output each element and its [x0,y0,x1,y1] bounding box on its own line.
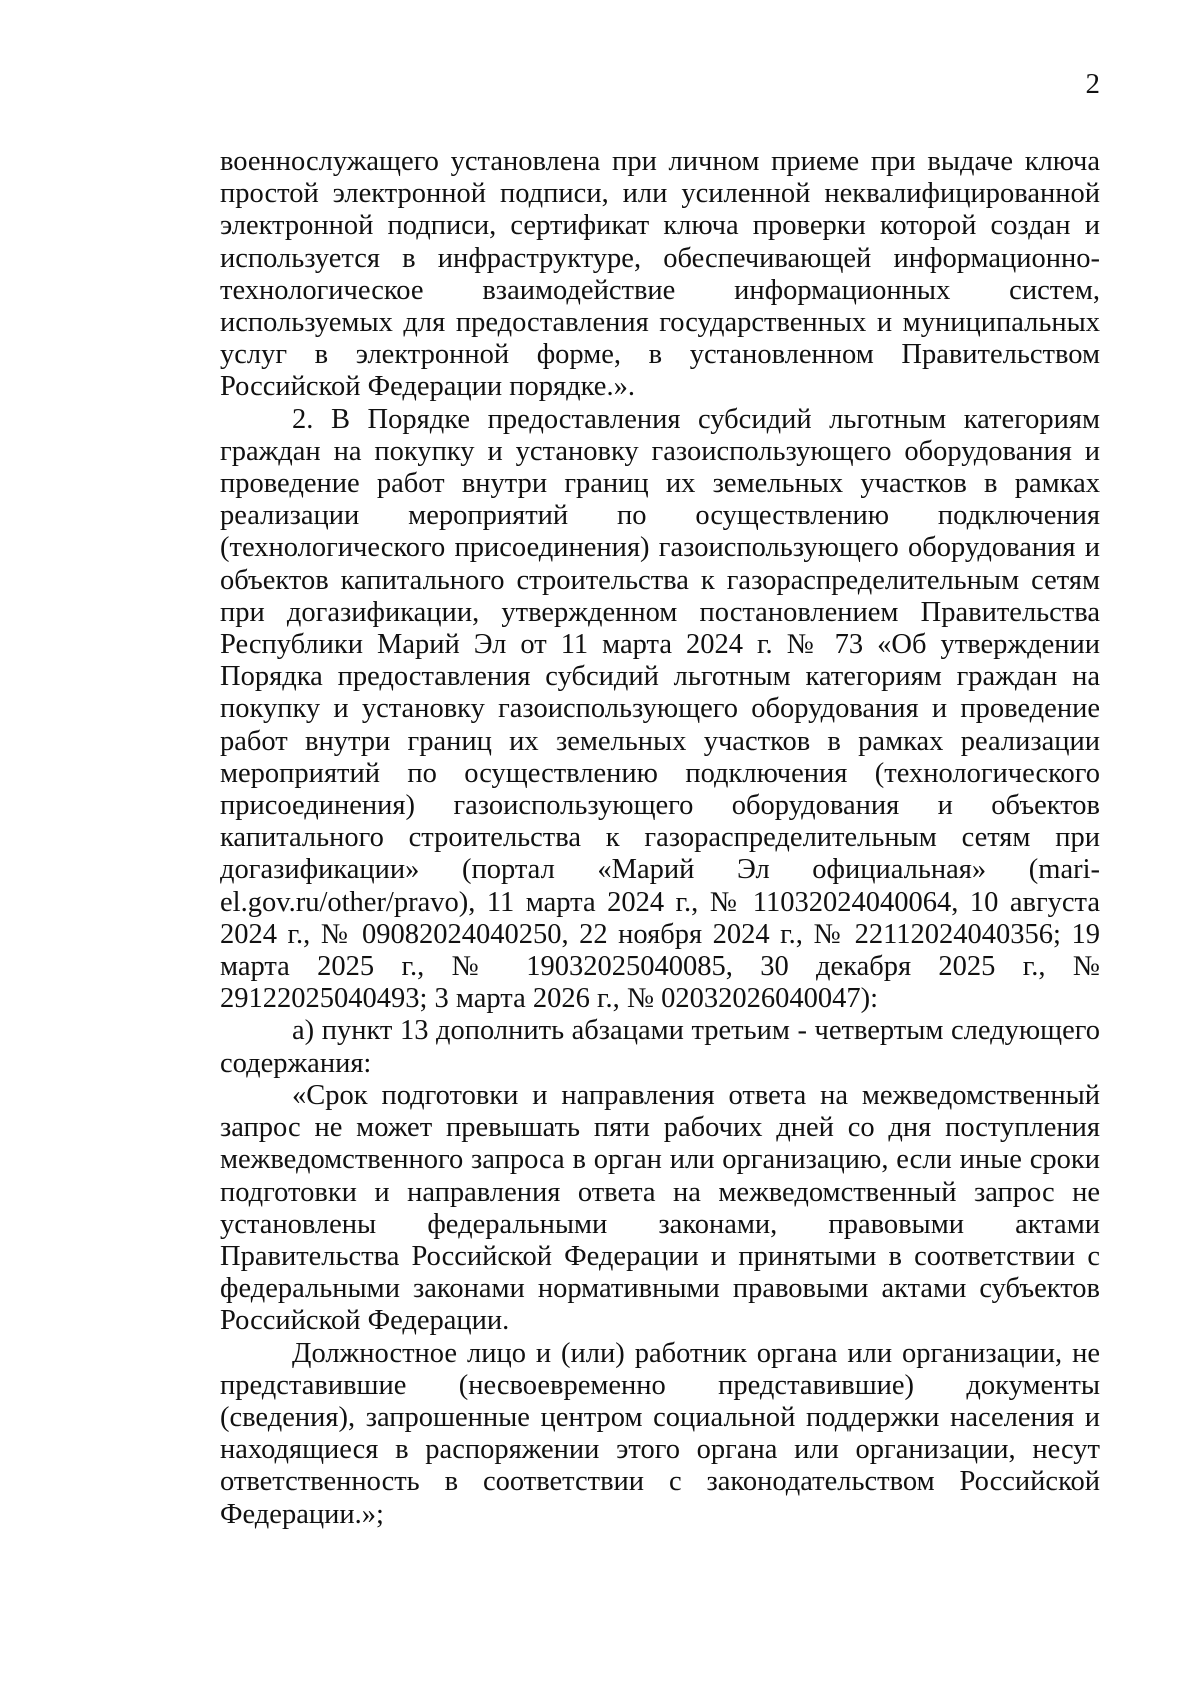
paragraph-quoted-1: «Срок подготовки и направления ответа на межведомственный запрос не может превышать пяти рабочих дней со дня поступления межведомственного запроса в орган или организацию, если иные сроки подготовки и направления ответа на межведомственный запрос не установлены федеральными законами, правовыми актами Правительства Российской Федерации и принятыми в соответствии с федеральными законами нормативными правовыми актами субъектов Российской Федерации. [220,1079,1100,1337]
page-number: 2 [1085,68,1100,100]
paragraph-quoted-2: Должностное лицо и (или) работник органа или организации, не представившие (несвоевременно представившие) документы (сведения), запрошенные центром социальной поддержки населения и находящиеся в распоряжении этого органа или организации, несут ответственность в соответствии с законодательством Российской Федерации.»; [220,1337,1100,1530]
document-body [220,146,1100,1531]
paragraph-item-2: 2. В Порядке предоставления субсидий льготным категориям граждан на покупку и установку газоиспользующего оборудования и проведение работ внутри границ их земельных участков в рамках реализации мероприятий по осуществлению подключения (технологического присоединения) газоиспользующего оборудования и объектов капитального строительства к газораспределительным сетям при догазификации, утвержденном постановлением Правительства Республики Марий Эл от 11 марта 2024 г. № 73 «Об утверждении Порядка предоставления субсидий льготным категориям граждан на покупку и установку газоиспользующего оборудования и проведение работ внутри границ их земельных участков в рамках реализации мероприятий по осуществлению подключения (технологического присоединения) газоиспользующего оборудования и объектов капитального строительства к газораспределительным сетям при догазификации» (портал «Марий Эл официальная» (mari-el.gov.ru/other/pravo), 11 марта 2024 г., № 11032024040064, 10 августа 2024 г., № 09082024040250, 22 ноября 2024 г., № 22112024040356; 19 марта 2025 г., № 19032025040085, 30 декабря 2025 г., № 29122025040493; 3 марта 2026 г., № 02032026040047): [220,403,1100,1015]
paragraph-subitem-a: а) пункт 13 дополнить абзацами третьим - четвертым следующего содержания: [220,1015,1100,1079]
paragraph-continuation: военнослужащего установлена при личном приеме при выдаче ключа простой электронной подписи, или усиленной неквалифицированной электронной подписи, сертификат ключа проверки которой создан и используется в инфраструктуре, обеспечивающей информационно-технологическое взаимодействие информационных систем, используемых для предоставления государственных и муниципальных услуг в электронной форме, в установленном Правительством Российской Федерации порядке.». [220,146,1100,403]
